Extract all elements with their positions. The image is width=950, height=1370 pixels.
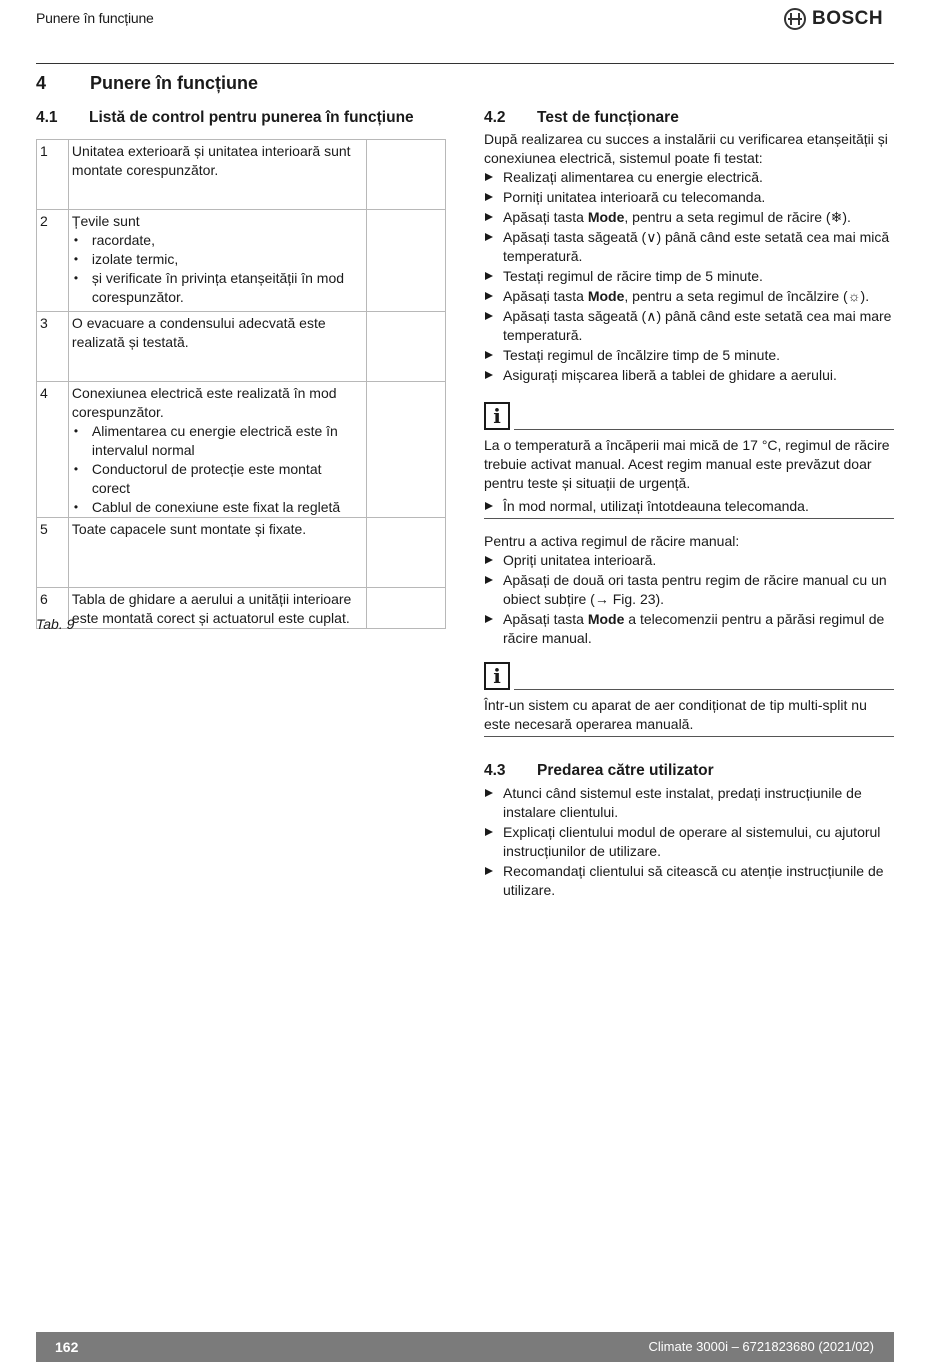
step-item: În mod normal, utilizați întotdeauna telecomanda. [484, 497, 894, 516]
brand-name: BOSCH [812, 8, 884, 29]
mode-key-label: Mode [587, 288, 625, 304]
row-text: O evacuare a condensului adecvată este realizată și testată. [68, 312, 366, 382]
row-content [68, 210, 366, 312]
section-4-1-heading [36, 109, 414, 127]
list-item: • racordate, [72, 231, 363, 250]
checklist-table [36, 139, 446, 629]
table-row [37, 140, 446, 210]
step-item: Testați regimul de răcire timp de 5 minute. [484, 267, 894, 286]
step-item: Explicați clientului modul de operare al sistemului, cu ajutorul instrucțiunilor de utilizare. [484, 823, 894, 861]
info-icon: i [484, 402, 510, 430]
row-text: Toate capacele sunt montate și fixate. [68, 518, 366, 588]
step-text: , pentru a seta regimul de încălzire (☼). [624, 288, 870, 304]
step-item: Porniți unitatea interioară cu telecomanda. [484, 188, 894, 207]
row-number: 5 [37, 518, 69, 588]
step-list [484, 168, 894, 385]
row-text: Tabla de ghidare a aerului a unității interioare este montată corect și actuatorul este cuplat. [68, 588, 366, 629]
info-step-list [484, 497, 894, 516]
info-top-rule [514, 429, 894, 430]
bosch-logo [784, 8, 883, 30]
bosch-armature-icon [784, 8, 806, 30]
section-number: 4.3 [484, 762, 506, 779]
page-number: 162 [55, 1339, 79, 1355]
table-row [37, 588, 446, 629]
row-number: 1 [37, 140, 69, 210]
list-item: • izolate termic, [72, 250, 363, 269]
row-number: 2 [37, 210, 69, 312]
running-header: Punere în funcțiune [36, 10, 154, 26]
info-body [484, 436, 894, 517]
info-bottom-rule [484, 736, 894, 737]
check-cell[interactable] [367, 518, 446, 588]
list-item: • și verificate în privința etanșeității în mod corespunzător. [72, 269, 363, 307]
step-item [484, 208, 894, 227]
chapter-number: 4 [36, 73, 47, 93]
info-note [484, 402, 894, 519]
chapter-title: Punere în funcțiune [90, 73, 259, 93]
step-item: Apăsați tasta săgeată (∨) până când este setată cea mai mică temperatură. [484, 228, 894, 266]
section-title: Test de funcționare [537, 109, 679, 126]
document-id: Climate 3000i – 6721823680 (2021/02) [648, 1339, 874, 1354]
list-item: • Conductorul de protecție este montat corect [72, 460, 363, 498]
step-list [484, 784, 894, 900]
info-top-rule [514, 689, 894, 690]
step-item: Asigurați mișcarea liberă a tablei de ghidare a aerului. [484, 366, 894, 385]
info-text: La o temperatură a încăperii mai mică de 17 °C, regimul de răcire trebuie activat manual. Acest regim manual este prevăzut doar pentru teste și situații de urgență. [484, 437, 890, 491]
step-item: Recomandați clientului să citească cu atenție instrucțiunile de utilizare. [484, 862, 894, 900]
check-cell[interactable] [367, 588, 446, 629]
step-item: Atunci când sistemul este instalat, predați instrucțiunile de instalare clientului. [484, 784, 894, 822]
step-text: Apăsați tasta [503, 611, 588, 627]
check-cell[interactable] [367, 382, 446, 518]
chapter-heading [36, 73, 258, 94]
bullet-list [72, 422, 363, 517]
step-item: Opriți unitatea interioară. [484, 551, 894, 570]
table-row [37, 518, 446, 588]
step-item: Apăsați de două ori tasta pentru regim de răcire manual cu un obiect subțire (→ Fig. 23). [484, 571, 894, 609]
check-cell[interactable] [367, 140, 446, 210]
table-row [37, 382, 446, 518]
row-text: Conexiunea electrică este realizată în mod corespunzător. [71, 385, 337, 420]
section-number: 4.2 [484, 109, 506, 126]
step-item: Testați regimul de încălzire timp de 5 minute. [484, 346, 894, 365]
info-note [484, 662, 894, 737]
info-bottom-rule [484, 518, 894, 519]
row-number: 4 [37, 382, 69, 518]
row-number: 3 [37, 312, 69, 382]
section-title: Predarea către utilizator [537, 762, 714, 779]
step-text: Apăsați tasta [503, 288, 588, 304]
list-item: • Alimentarea cu energie electrică este în intervalul normal [72, 422, 363, 460]
bullet-list [72, 231, 363, 307]
row-content [68, 382, 366, 518]
check-cell[interactable] [367, 312, 446, 382]
test-procedure [484, 130, 894, 386]
mode-key-label: Mode [587, 209, 625, 225]
step-item [484, 610, 894, 648]
header-divider [36, 63, 894, 64]
manual-intro: Pentru a activa regimul de răcire manual: [484, 533, 740, 549]
step-text: Apăsați tasta [503, 209, 588, 225]
step-list [484, 551, 894, 648]
check-cell[interactable] [367, 210, 446, 312]
table-caption: Tab. 9 [36, 616, 75, 632]
list-item: • Cablul de conexiune este fixat la regletă [72, 498, 363, 517]
row-text: Țevile sunt [71, 213, 140, 229]
handover-steps [484, 784, 894, 901]
row-number: 6 [37, 588, 69, 629]
section-number: 4.1 [36, 109, 58, 126]
info-icon: i [484, 662, 510, 690]
info-text: Într-un sistem cu aparat de aer condiționat de tip multi-split nu este necesară operarea manuală. [484, 697, 867, 732]
table-row [37, 312, 446, 382]
step-item: Realizați alimentarea cu energie electrică. [484, 168, 894, 187]
table-row [37, 210, 446, 312]
step-text: , pentru a seta regimul de răcire (❄). [624, 209, 851, 225]
page-footer [36, 1332, 894, 1362]
step-item [484, 287, 894, 306]
section-4-2-heading [484, 109, 679, 127]
step-text: a telecomenzii pentru a părăsi regimul de răcire manual. [503, 611, 885, 646]
section-title: Listă de control pentru punerea în funcțiune [89, 109, 414, 126]
manual-cooling [484, 532, 894, 649]
section-4-3-heading [484, 762, 714, 780]
mode-key-label: Mode [587, 611, 625, 627]
intro-text: După realizarea cu succes a instalării cu verificarea etanșeității și conexiunea electrică, sistemul poate fi testat: [484, 131, 888, 166]
row-text: Unitatea exterioară și unitatea interioară sunt montate corespunzător. [68, 140, 366, 210]
step-item: Apăsați tasta săgeată (∧) până când este setată cea mai mare temperatură. [484, 307, 894, 345]
